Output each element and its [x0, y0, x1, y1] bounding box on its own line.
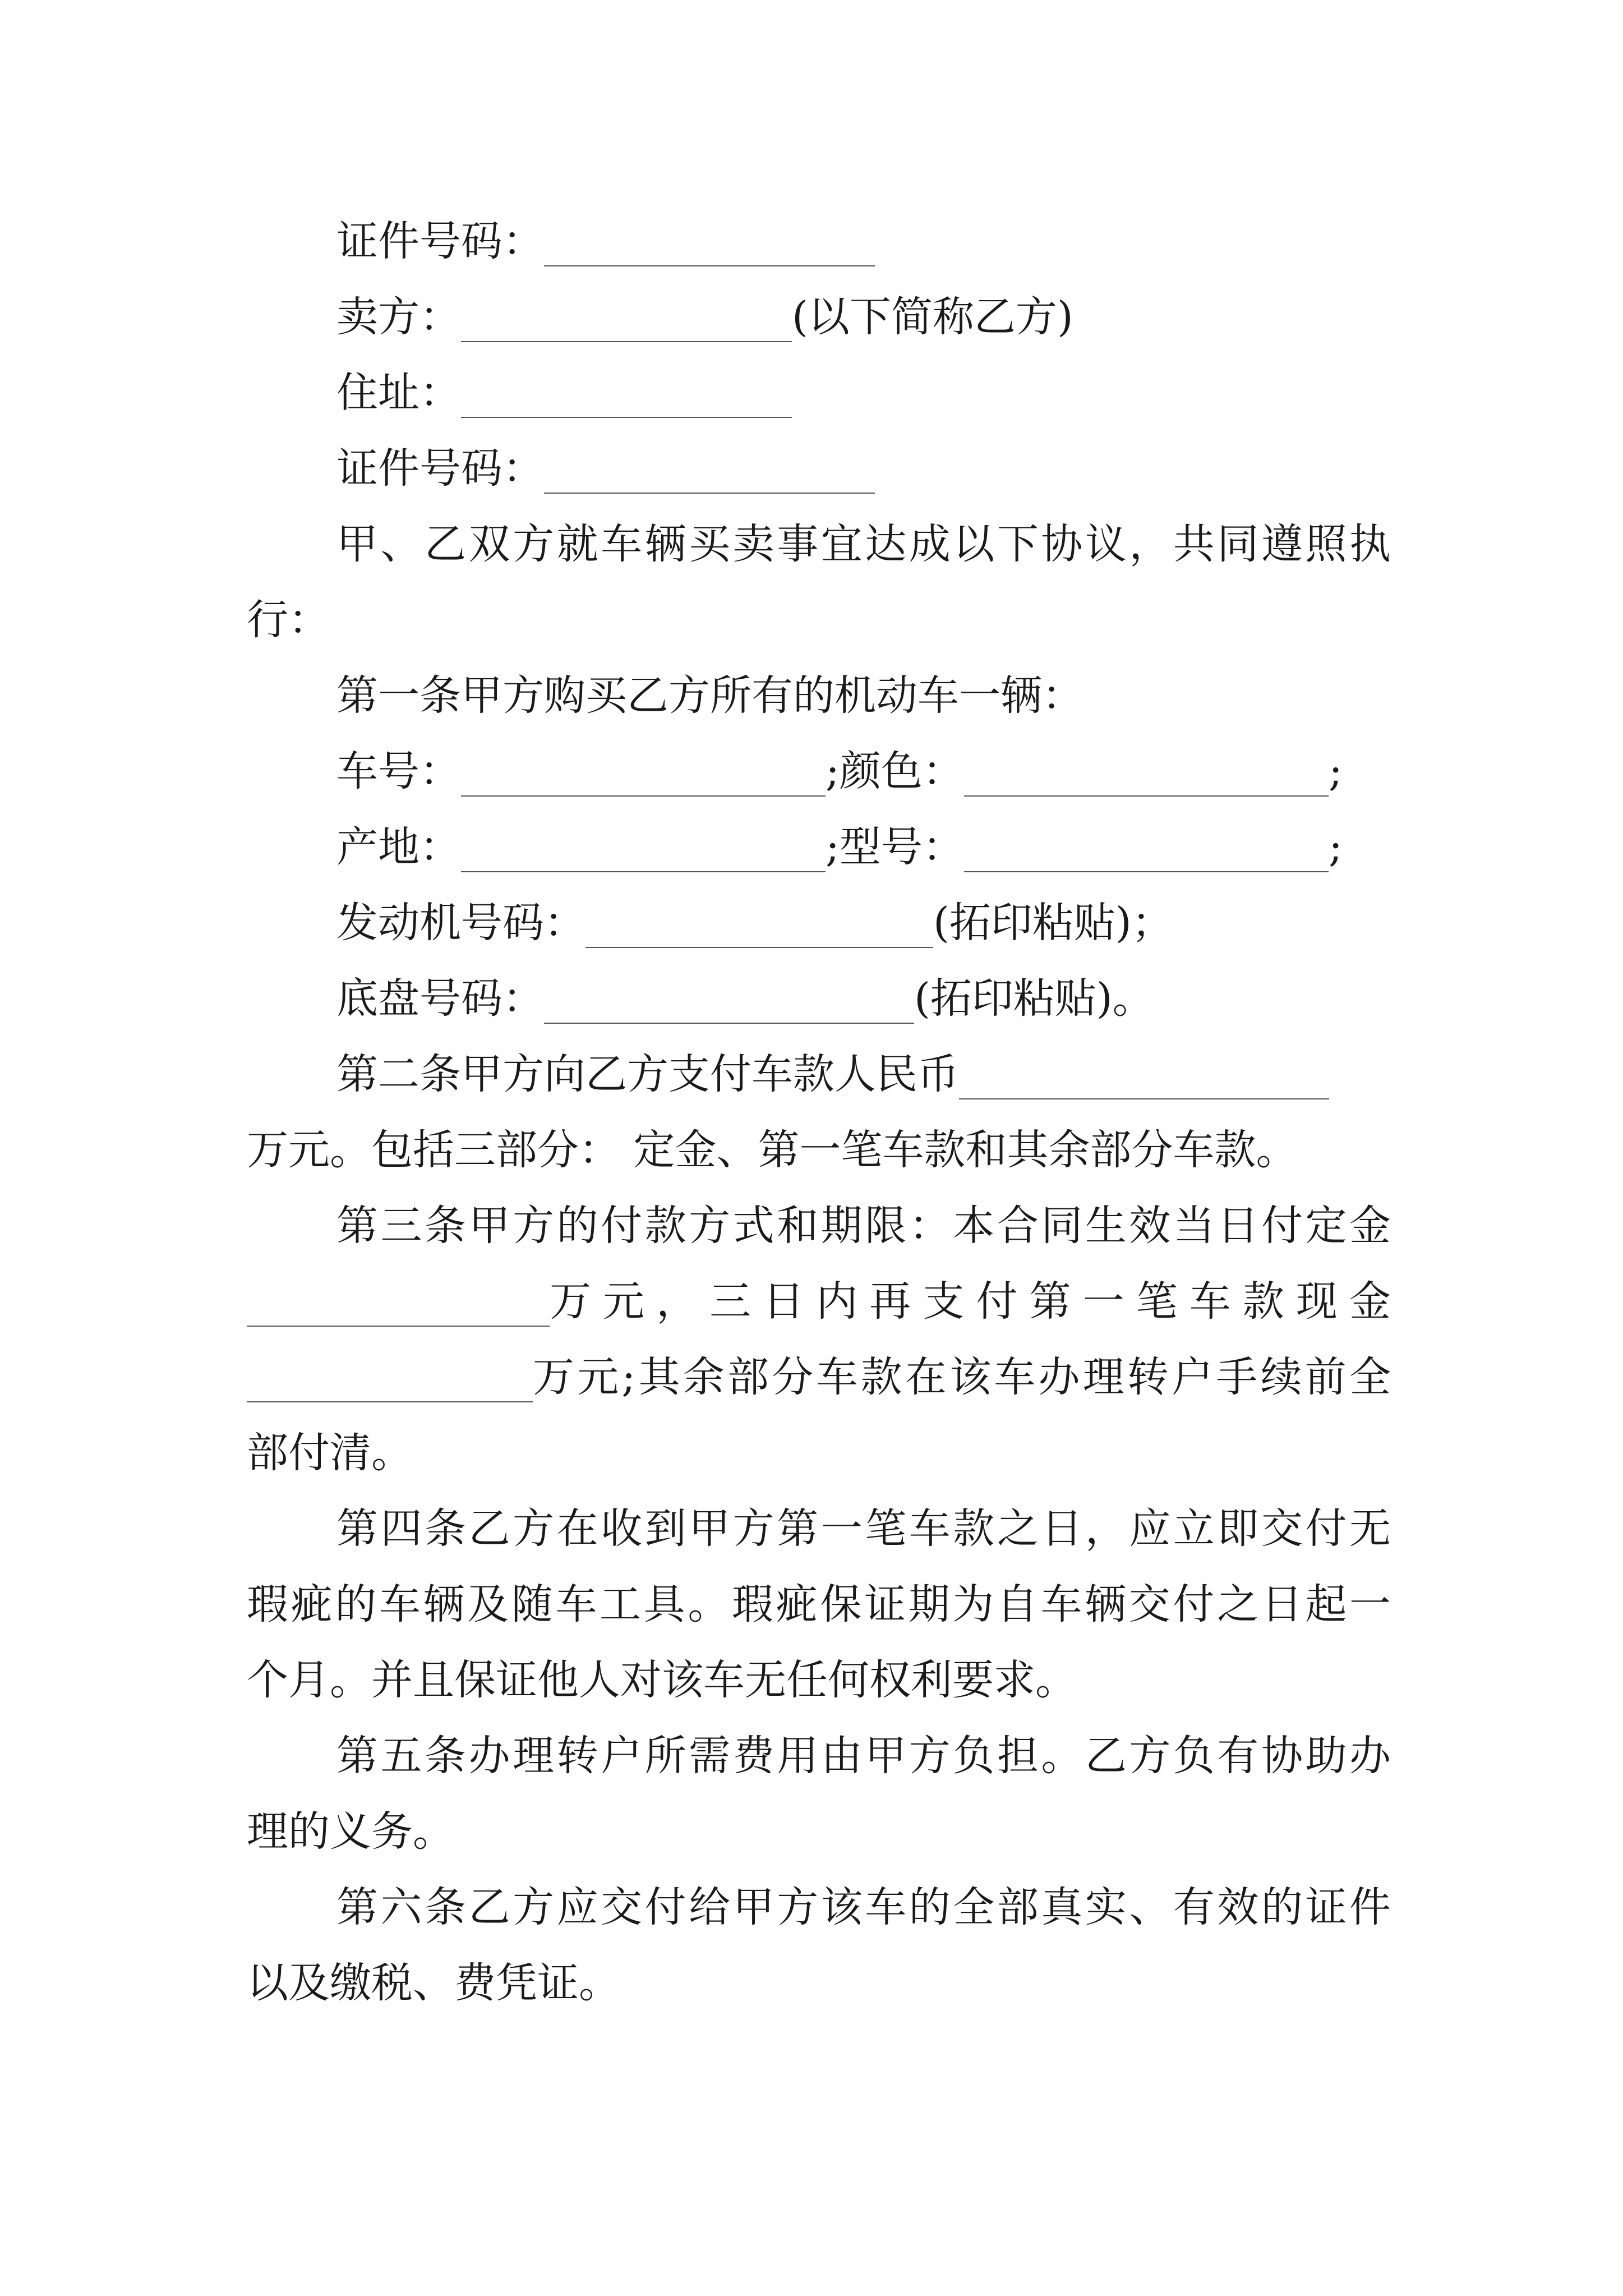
article-4-line: 第四条乙方在收到甲方第一笔车款之日，应立即交付无 [336, 1504, 1391, 1553]
origin-blank [461, 831, 826, 872]
article-3-cont-2 [247, 1352, 1391, 1402]
article-2-text: 第二条甲方向乙方支付车款人民币 [336, 1050, 959, 1098]
chassis-number-label: 底盘号码： [336, 974, 544, 1023]
article-3-line: 第三条甲方的付款方式和期限：本合同生效当日付定金 [336, 1202, 1391, 1250]
deposit-blank [247, 1285, 550, 1327]
chassis-number-blank [544, 982, 914, 1024]
plate-label: 车号： [336, 747, 461, 795]
color-blank [964, 755, 1329, 797]
plate-blank [461, 755, 826, 797]
engine-number-line [336, 898, 1391, 948]
engine-number-label: 发动机号码： [336, 899, 585, 947]
article-3-cont-1 [247, 1276, 1391, 1327]
seller-note: (以下简称乙方) [792, 293, 1073, 341]
seller-address-label: 住址： [336, 369, 461, 417]
article-4-cont-2: 个月。并且保证他人对该车无任何权利要求。 [247, 1656, 1077, 1704]
buyer-id-line [336, 216, 1391, 266]
article-2-cont: 万元。包括三部分： 定金、第一笔车款和其余部分车款。 [247, 1126, 1298, 1174]
seller-label: 卖方： [336, 293, 461, 341]
article-3-cont-3: 部付清。 [247, 1429, 413, 1477]
agreement-intro-cont: 行： [247, 596, 330, 644]
engine-number-blank [585, 907, 933, 948]
article-4-cont-1: 瑕疵的车辆及随车工具。瑕疵保证期为自车辆交付之日起一 [247, 1580, 1391, 1628]
color-label: ;颜色： [826, 747, 964, 795]
article-5-line: 第五条办理转户所需费用由甲方负担。乙方负有协助办 [336, 1732, 1391, 1780]
article-6-line: 第六条乙方应交付给甲方该车的全部真实、有效的证件 [336, 1883, 1391, 1931]
chassis-number-note: (拓印粘贴)。 [914, 974, 1154, 1023]
seller-id-label: 证件号码： [336, 444, 544, 493]
seller-blank [461, 301, 792, 342]
model-label: ;型号： [826, 823, 964, 871]
article-6-cont: 以及缴税、费凭证。 [247, 1959, 620, 2007]
engine-number-note: (拓印粘贴)； [933, 899, 1173, 947]
origin-model-line [336, 822, 1391, 872]
agreement-intro: 甲、乙双方就车辆买卖事宜达成以下协议，共同遵照执 [336, 520, 1391, 568]
seller-line [336, 292, 1391, 342]
seller-address-blank [461, 376, 792, 418]
article-2-line [336, 1049, 1391, 1099]
semicolon: ; [1328, 747, 1343, 795]
model-blank [964, 831, 1329, 872]
article-3-text-3: 万元;其余部分车款在该车办理转户手续前全 [533, 1353, 1391, 1401]
price-blank [959, 1058, 1329, 1099]
article-1-heading: 第一条甲方购买乙方所有的机动车一辆： [336, 671, 1083, 720]
semicolon: ; [1328, 823, 1343, 871]
seller-id-line [336, 443, 1391, 494]
seller-address-line [336, 367, 1391, 418]
article-5-cont: 理的义务。 [247, 1807, 454, 1856]
buyer-id-label: 证件号码： [336, 217, 544, 265]
plate-color-line [336, 746, 1391, 797]
first-payment-blank [247, 1361, 533, 1402]
origin-label: 产地： [336, 823, 461, 871]
chassis-number-line [336, 973, 1391, 1024]
article-3-text-2: 万元，三日内再支付第一笔车款现金 [550, 1277, 1391, 1326]
seller-id-blank [544, 452, 875, 494]
buyer-id-blank [544, 225, 875, 266]
